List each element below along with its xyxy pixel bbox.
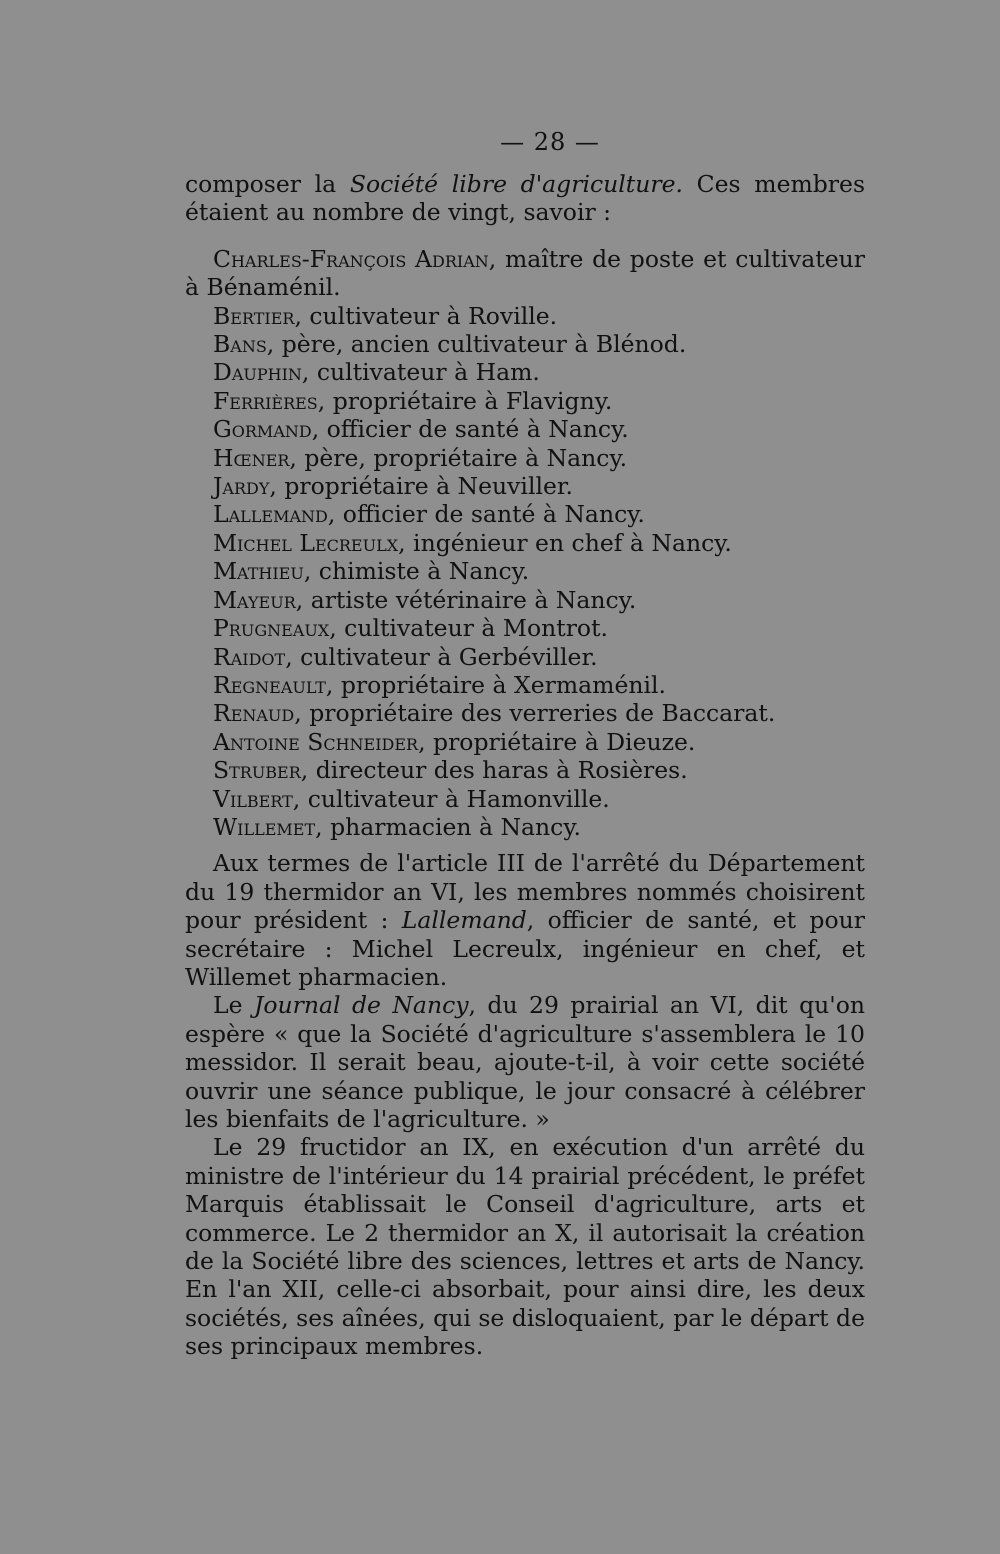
- member-desc: , cultivateur à Ham.: [301, 358, 540, 387]
- para3-text-after: , du 29 prairial an VI, dit qu'on espère « que la Société d'agriculture s'assemblera le 10 messidor. Il serait beau, ajoute-t-il, à voir cette société ouvrir une séance publique, le jour consacré à célébrer les bienfaits de l'agriculture. »: [185, 991, 866, 1133]
- member-name: Vilbert: [213, 784, 293, 813]
- member-desc: , cultivateur à Roville.: [294, 301, 558, 330]
- member-entry: [185, 245, 865, 302]
- member-list: [185, 245, 865, 842]
- para2-president-name: Lallemand: [401, 906, 527, 935]
- member-name: Struber: [213, 756, 301, 785]
- member-name: Charles-François Adrian: [213, 244, 489, 273]
- member-desc: , ingénieur en chef à Nancy.: [398, 528, 732, 557]
- member-name: Willemet: [213, 812, 316, 841]
- intro-paragraph: [185, 170, 865, 227]
- member-name: Renaud: [213, 699, 295, 728]
- member-entry: [185, 756, 865, 784]
- member-desc: , cultivateur à Gerbéviller.: [285, 642, 598, 671]
- member-desc: , père, ancien cultivateur à Blénod.: [266, 330, 687, 359]
- member-entry: [185, 444, 865, 472]
- member-entry: [185, 699, 865, 727]
- member-entry: [185, 813, 865, 841]
- member-name: Lallemand: [213, 500, 328, 529]
- member-desc: , artiste vétérinaire à Nancy.: [295, 585, 637, 614]
- member-desc: , chimiste à Nancy.: [303, 557, 530, 586]
- member-desc: , officier de santé à Nancy.: [327, 500, 645, 529]
- book-page: [185, 128, 865, 1361]
- paragraph-journal: [185, 991, 865, 1133]
- intro-text-after: Ces membres étaient au nombre de vingt, savoir :: [185, 170, 866, 227]
- member-desc: , père, propriétaire à Nancy.: [289, 443, 628, 472]
- member-entry: [185, 500, 865, 528]
- member-entry: [185, 586, 865, 614]
- para2-text-after: , officier de santé, et pour secrétaire : Michel Lecreulx, ingénieur en chef, et Willemet pharmacien.: [185, 906, 865, 991]
- member-desc: , directeur des haras à Rosières.: [300, 756, 688, 785]
- member-name: Jardy: [213, 472, 270, 501]
- member-desc: , propriétaire à Neuviller.: [269, 472, 574, 501]
- member-name: Ferrières: [213, 386, 318, 415]
- member-desc: , propriétaire des verreries de Baccarat.: [294, 699, 776, 728]
- member-name: Bertier: [213, 301, 295, 330]
- member-name: Mayeur: [213, 585, 296, 614]
- member-entry: [185, 643, 865, 671]
- member-entry: [185, 614, 865, 642]
- member-desc: , cultivateur à Montrot.: [329, 614, 608, 643]
- member-name: Regneault: [213, 670, 326, 699]
- member-name: Prugneaux: [213, 614, 330, 643]
- para3-text-before: Le: [213, 991, 254, 1020]
- page-number: — 28 —: [500, 128, 600, 156]
- member-name: Hœner: [213, 443, 290, 472]
- member-name: Raidot: [213, 642, 286, 671]
- member-desc: , pharmacien à Nancy.: [315, 812, 581, 841]
- member-entry: [185, 785, 865, 813]
- member-desc: , cultivateur à Hamonville.: [292, 784, 610, 813]
- member-entry: [185, 387, 865, 415]
- member-entry: [185, 415, 865, 443]
- member-name: Michel Lecreulx: [213, 528, 399, 557]
- member-entry: [185, 330, 865, 358]
- member-entry: [185, 529, 865, 557]
- para3-journal-title: Journal de Nancy: [253, 991, 469, 1020]
- paragraph-fructidor: Le 29 fructidor an IX, en exécution d'un arrêté du ministre de l'intérieur du 14 prairial précédent, le préfet Marquis établissait le Conseil d'agriculture, arts et commerce. Le 2 thermidor an X, il autorisait la création de la Société libre des sciences, lettres et arts de Nancy. En l'an XII, celle-ci absorbait, pour ainsi dire, les deux sociétés, ses aînées, qui se disloquaient, par le départ de ses principaux membres.: [185, 1133, 865, 1361]
- member-entry: [185, 557, 865, 585]
- member-name: Mathieu: [213, 557, 304, 586]
- member-name: Antoine Schneider: [213, 727, 419, 756]
- intro-society-name: Société libre d'agriculture.: [349, 170, 683, 198]
- intro-text-before: composer la: [185, 170, 350, 198]
- member-entry: [185, 358, 865, 386]
- member-name: Gormand: [213, 415, 312, 444]
- member-entry: [185, 728, 865, 756]
- member-desc: , propriétaire à Flavigny.: [317, 386, 613, 415]
- member-entry: [185, 302, 865, 330]
- member-entry: [185, 671, 865, 699]
- para2-text-before: Aux termes de l'article III de l'arrêté du Département du 19 thermidor an VI, les membres nommés choisirent pour président :: [185, 849, 865, 935]
- member-desc: , propriétaire à Dieuze.: [418, 727, 696, 756]
- member-entry: [185, 472, 865, 500]
- member-desc: , officier de santé à Nancy.: [311, 415, 629, 444]
- member-desc: , maître de poste et cultivateur à Bénaménil.: [185, 244, 865, 302]
- member-name: Bans: [213, 330, 267, 359]
- paragraph-president: [185, 849, 865, 991]
- member-desc: , propriétaire à Xermaménil.: [325, 670, 666, 699]
- member-name: Dauphin: [213, 358, 302, 387]
